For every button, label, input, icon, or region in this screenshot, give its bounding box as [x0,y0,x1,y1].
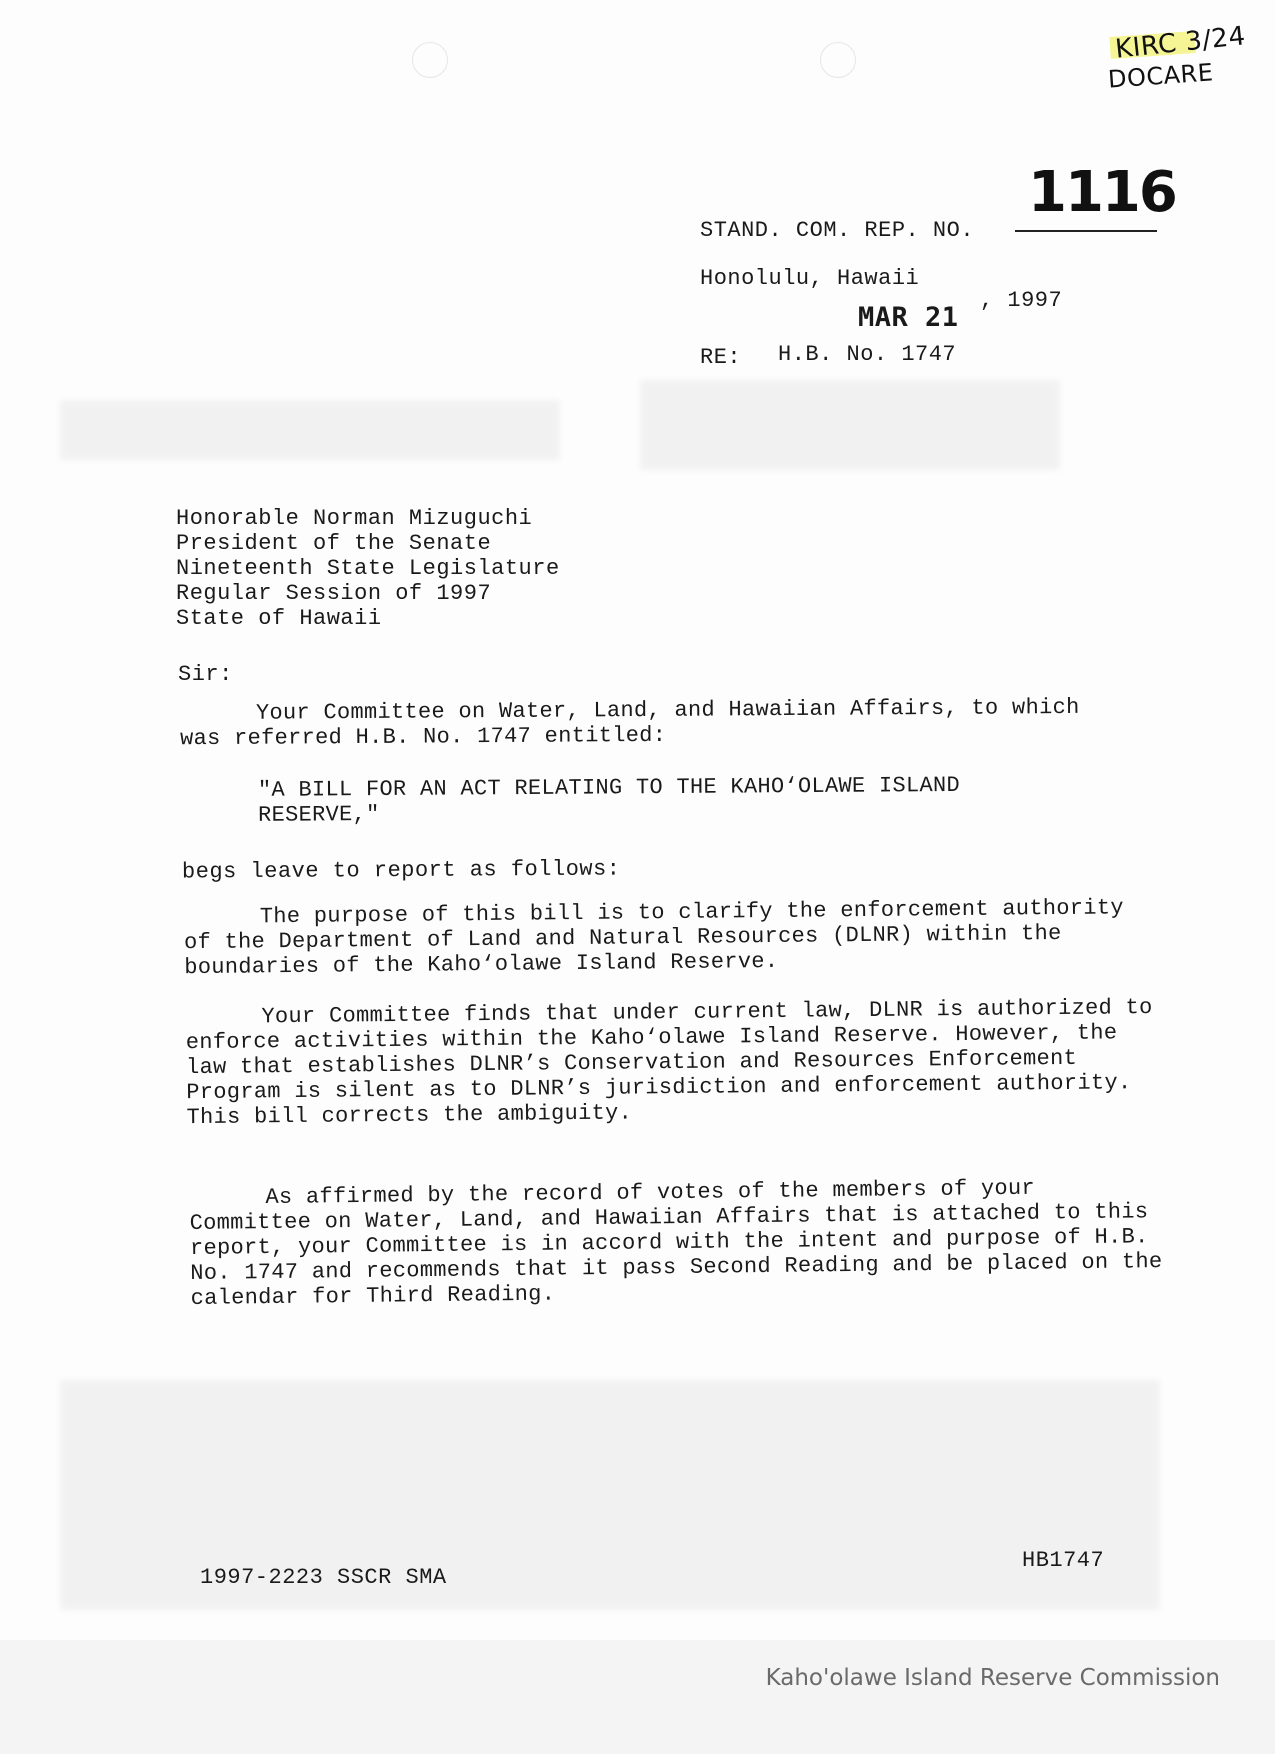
collection-credit: Kaho'olawe Island Reserve Commission [765,1665,1220,1691]
bill-title: "A BILL FOR AN ACT RELATING TO THE KAHO‘OLAWE ISLAND RESERVE," [257,772,961,828]
punch-hole [820,42,856,78]
re-bill-number: H.B. No. 1747 [778,342,957,367]
intro-paragraph: Your Committee on Water, Land, and Hawaiian Affairs, to which was referred H.B. No. 1747 entitled: [180,694,1080,752]
handwritten-annotation-line1: KIRC 3/24 [1113,21,1248,65]
bill-code: HB1747 [1022,1548,1105,1573]
report-number-handwritten: 1116 [1028,160,1176,225]
document-code: 1997-2223 SSCR SMA [200,1565,447,1590]
addressee-line: Honorable Norman Mizuguchi [176,506,533,531]
salutation: Sir: [178,662,233,687]
re-label: RE: [700,345,742,370]
report-number-underline [1015,230,1157,232]
conclusion-paragraph: As affirmed by the record of votes of the members of your Committee on Water, Land, and Hawaiian Affairs that is attached to this report, your Committee is in accord with the intent and purpose of H.B. No. 1747 and recommends that it pass Second Reading and be placed on the calendar for Third Reading. [189,1175,1163,1311]
begs-leave-line: begs leave to report as follows: [181,856,621,885]
report-number-label: STAND. COM. REP. NO. [700,218,975,243]
addressee-line: Regular Session of 1997 [176,581,492,606]
addressee-line: State of Hawaii [176,606,382,631]
date-year: , 1997 [980,288,1063,313]
findings-paragraph: Your Committee finds that under current law, DLNR is authorized to enforce activities within the Kaho‘olawe Island Reserve. However, the law that establishes DLNR’s Conservation and Resources Enforcement Program is silent as to DLNR’s jurisdiction and enforcement authority. This bill corrects the ambiguity. [185,995,1153,1131]
footer-band [0,1640,1275,1754]
punch-hole [412,42,448,78]
addressee-line: Nineteenth State Legislature [176,556,560,581]
addressee-line: President of the Senate [176,531,492,556]
date-stamp: MAR 21 [858,302,959,333]
bleed-through-smudge [60,400,560,460]
handwritten-annotation-line2: DOCARE [1107,58,1215,94]
location-line: Honolulu, Hawaii [700,266,920,291]
bleed-through-smudge [640,380,1060,470]
purpose-paragraph: The purpose of this bill is to clarify the enforcement authority of the Department of Land and Natural Resources (DLNR) within the boundaries of the Kaho‘olawe Island Reserve. [183,895,1124,981]
